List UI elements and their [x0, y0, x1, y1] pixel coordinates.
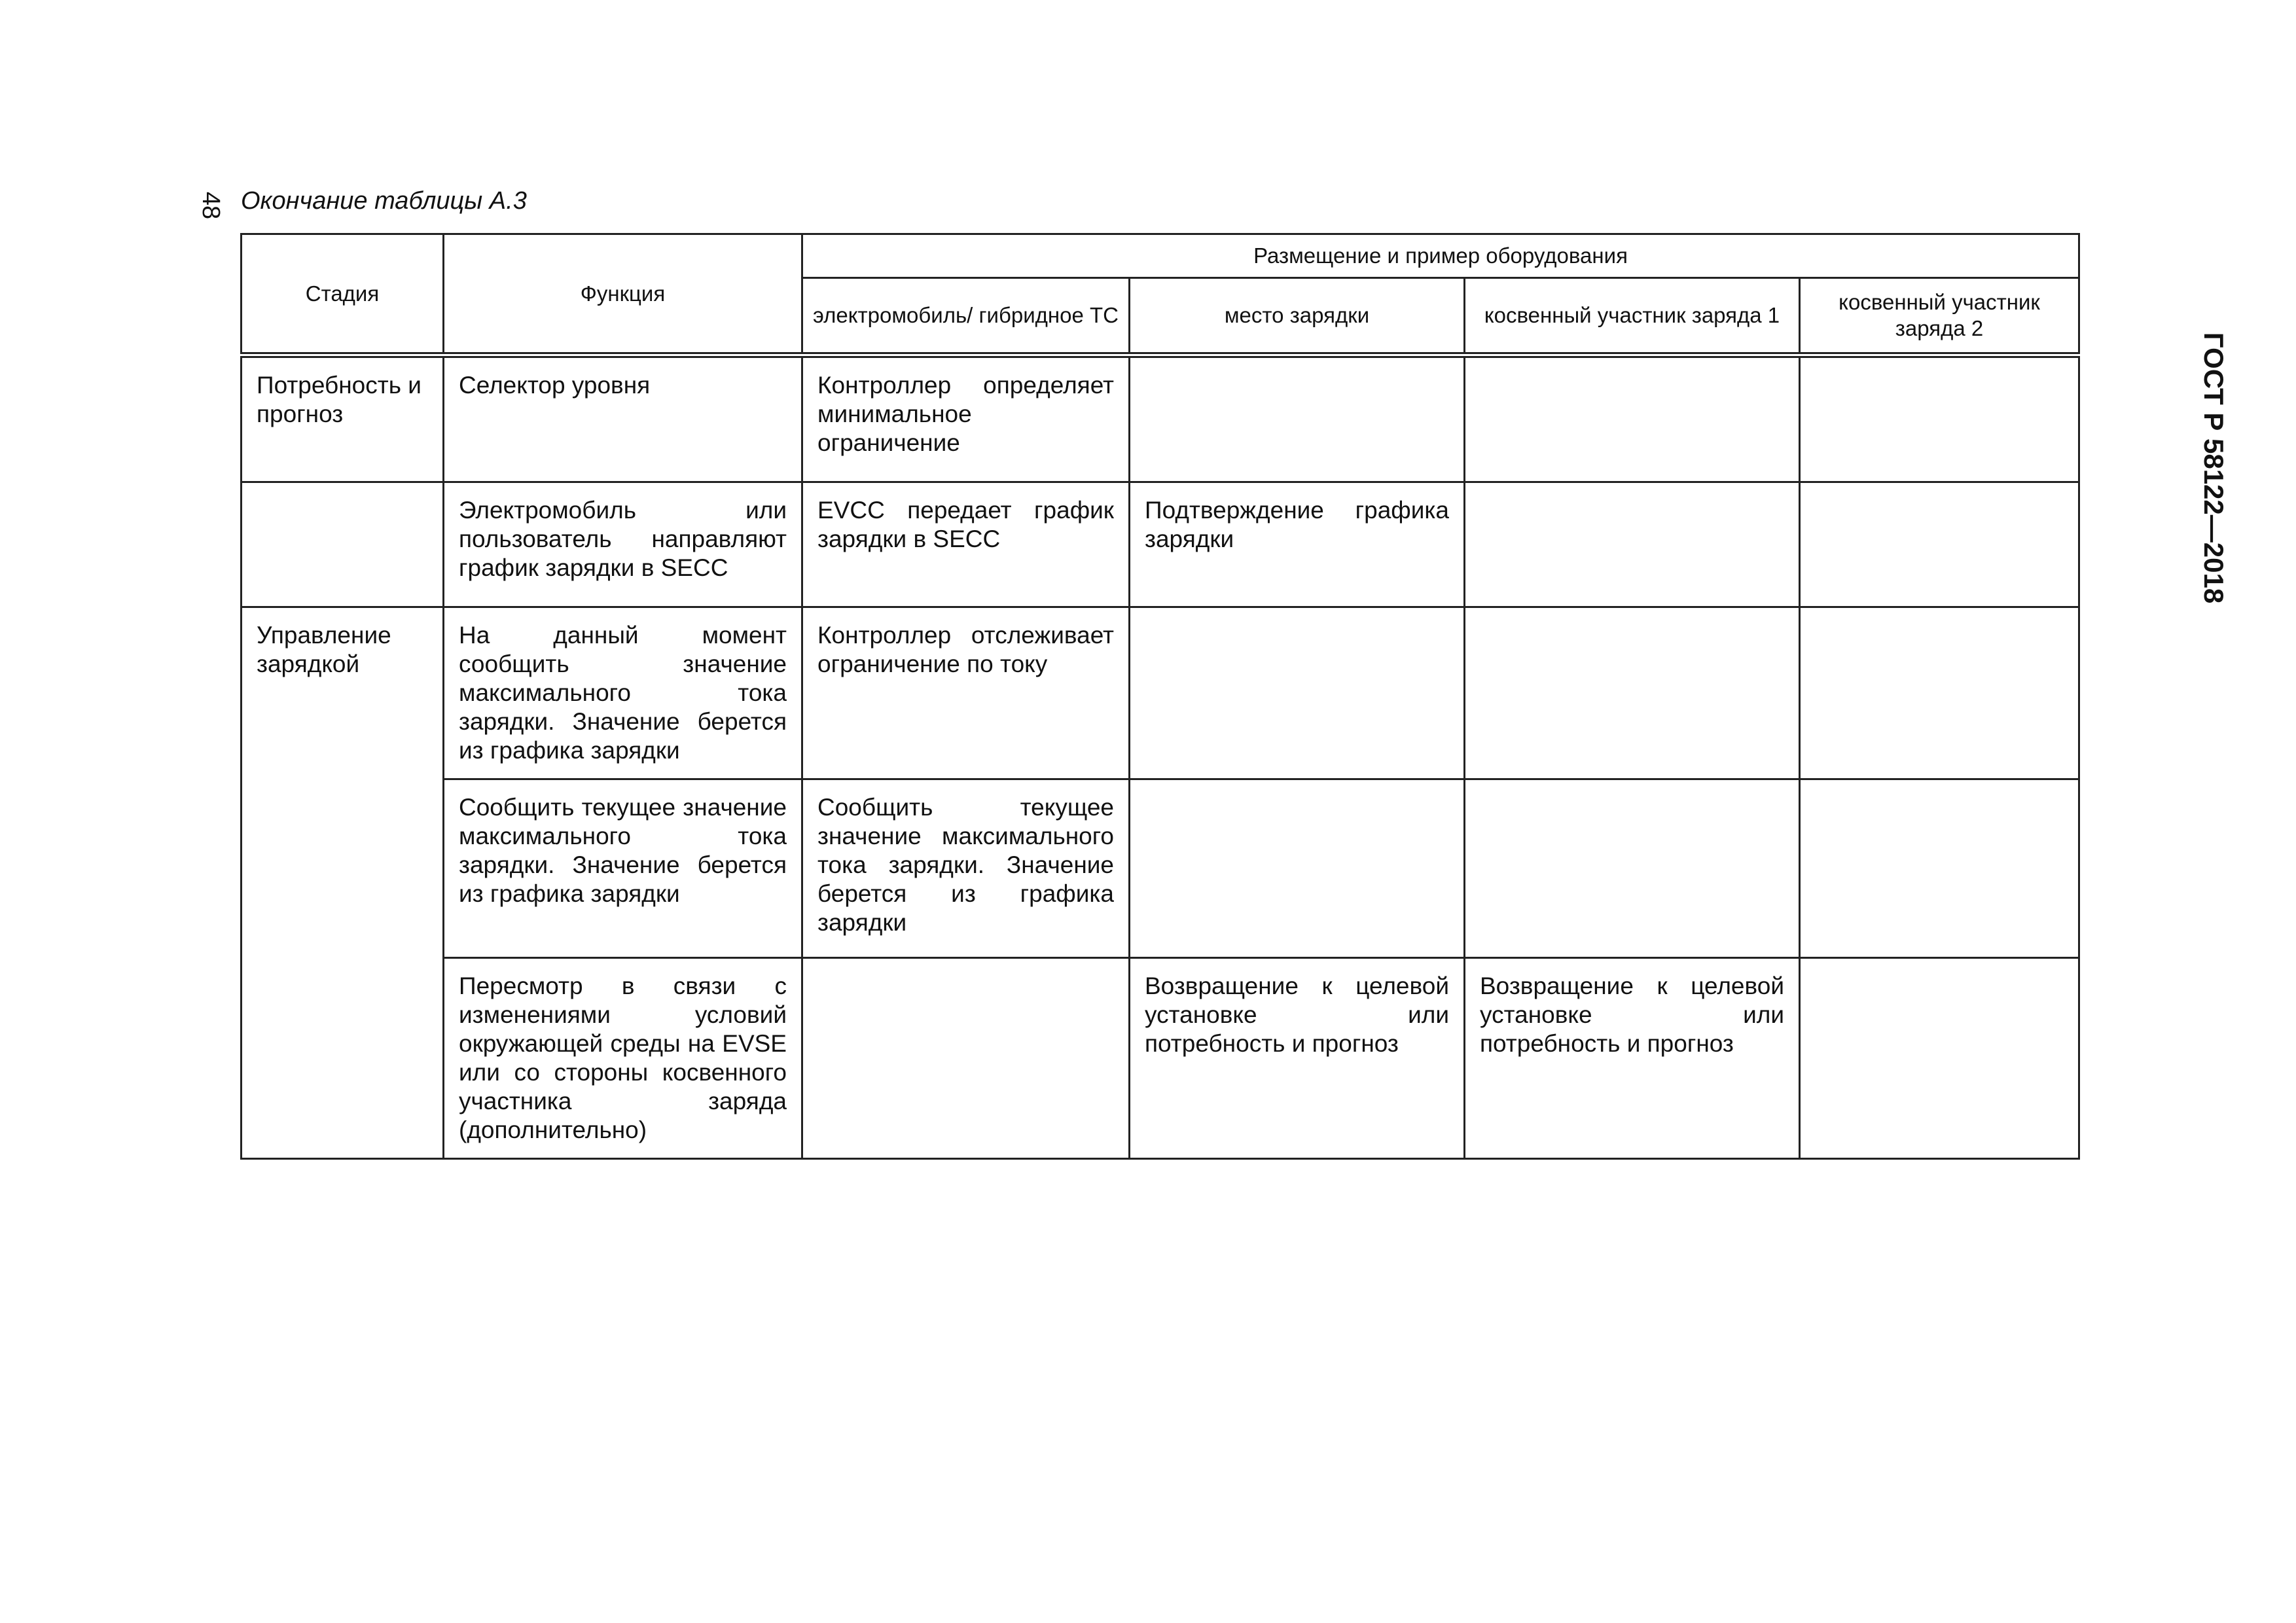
header-indirect-1: косвенный участник заряда 1 — [1465, 278, 1800, 355]
cell-indirect-2 — [1800, 607, 2079, 779]
cell-charge-point — [1130, 779, 1465, 958]
cell-ev: Сообщить текущее значение максимального тока зарядки. Значение берется из графика зарядки — [802, 779, 1130, 958]
cell-indirect-1 — [1465, 355, 1800, 482]
cell-indirect-2 — [1800, 779, 2079, 958]
header-function: Функция — [444, 234, 802, 355]
cell-ev: EVCC передает график зарядки в SECC — [802, 482, 1130, 607]
cell-ev — [802, 958, 1130, 1159]
cell-indirect-2 — [1800, 958, 2079, 1159]
table-row — [242, 607, 2079, 779]
header-ev: электромобиль/ гибридное ТС — [802, 278, 1130, 355]
cell-stage — [242, 482, 444, 607]
header-stage: Стадия — [242, 234, 444, 355]
table-row — [242, 958, 2079, 1159]
table-row — [242, 779, 2079, 958]
table-caption: Окончание таблицы А.3 — [241, 187, 527, 215]
cell-indirect-2 — [1800, 355, 2079, 482]
header-indirect-2: косвенный участник заряда 2 — [1800, 278, 2079, 355]
standard-designation: ГОСТ Р 58122—2018 — [2198, 332, 2229, 604]
cell-charge-point: Возвращение к целевой установке или потребность и прогноз — [1130, 958, 1465, 1159]
cell-function: Селектор уровня — [444, 355, 802, 482]
table-header — [242, 234, 2079, 355]
cell-indirect-1: Возвращение к целевой установке или потребность и прогноз — [1465, 958, 1800, 1159]
cell-function: Электромобиль или пользователь направляют график зарядки в SECC — [444, 482, 802, 607]
cell-charge-point — [1130, 355, 1465, 482]
cell-ev: Контроллер отслеживает ограничение по току — [802, 607, 1130, 779]
cell-stage: Потребность и прогноз — [242, 355, 444, 482]
table-row — [242, 355, 2079, 482]
page-number: 48 — [197, 191, 224, 220]
cell-charge-point — [1130, 607, 1465, 779]
cell-function: Сообщить текущее значение максимального тока зарядки. Значение берется из графика зарядки — [444, 779, 802, 958]
cell-function: На данный момент сообщить значение максимального тока зарядки. Значение берется из графика зарядки — [444, 607, 802, 779]
header-charge-point: место зарядки — [1130, 278, 1465, 355]
cell-function: Пересмотр в связи с изменениями условий окружающей среды на EVSE или со стороны косвенного участника заряда (дополнительно) — [444, 958, 802, 1159]
table-row — [242, 482, 2079, 607]
equipment-table — [240, 233, 2080, 1160]
header-equipment-group: Размещение и пример оборудования — [802, 234, 2079, 278]
cell-charge-point: Подтверждение графика зарядки — [1130, 482, 1465, 607]
cell-indirect-1 — [1465, 607, 1800, 779]
cell-indirect-2 — [1800, 482, 2079, 607]
cell-stage: Управление зарядкой — [242, 607, 444, 1159]
cell-ev: Контроллер определяет минимальное ограничение — [802, 355, 1130, 482]
cell-indirect-1 — [1465, 779, 1800, 958]
cell-indirect-1 — [1465, 482, 1800, 607]
